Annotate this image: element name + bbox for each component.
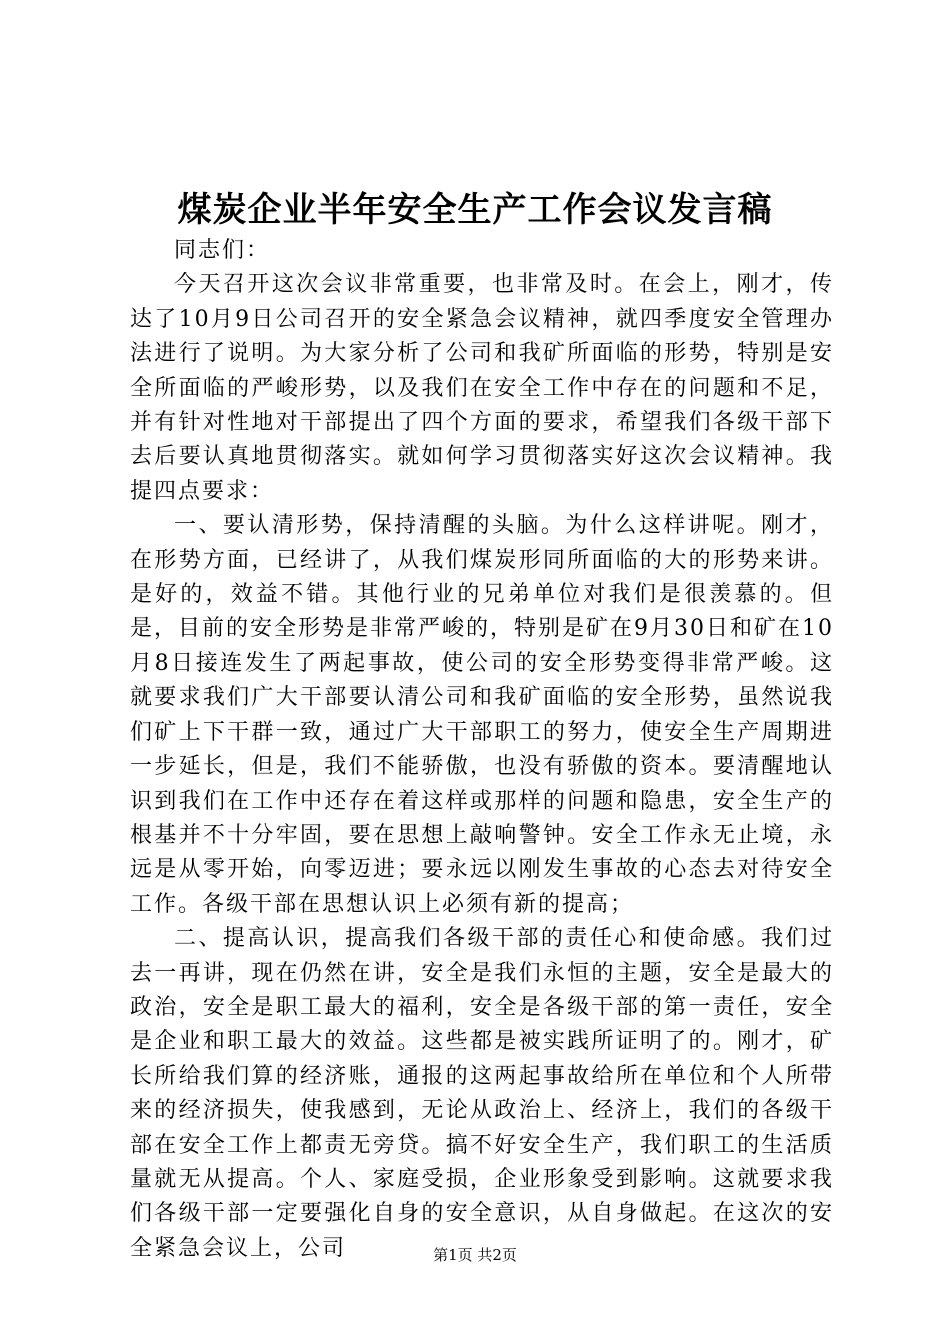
salutation-paragraph: 同志们： [174, 238, 271, 263]
document-body [130, 234, 834, 1266]
point-two-paragraph: 二、提高认识，提高我们各级干部的责任心和使命感。我们过去一再讲，现在仍然在讲，安全是我们永恒的主题，安全是最大的政治，安全是职工最大的福利，安全是各级干部的第一责任，安全是企业和职工最大的效益。这些都是被实践所证明了的。刚才，矿长所给我们算的经济账，通报的这两起事故给所在单位和个人所带来的经济损失，使我感到，无论从政治上、经济上，我们的各级干部在安全工作上都责无旁贷。搞不好安全生产，我们职工的生活质量就无从提高。个人、家庭受损，企业形象受到影响。这就要求我们各级干部一定要强化自身的安全意识，从自身做起。在这次的安全紧急会议上，公司 [130, 926, 834, 1261]
page-footer: 第1页 共2页 [433, 1246, 517, 1264]
point-one-paragraph: 一、要认清形势，保持清醒的头脑。为什么这样讲呢。刚才，在形势方面，已经讲了，从我们煤炭形同所面临的大的形势来讲。是好的，效益不错。其他行业的兄弟单位对我们是很羡慕的。但是，目前的安全形势是非常严峻的，特别是矿在9月30日和矿在10月8日接连发生了两起事故，使公司的安全形势变得非常严峻。这就要求我们广大干部要认清公司和我矿面临的安全形势，虽然说我们矿上下干群一致，通过广大干部职工的努力，使安全生产周期进一步延长，但是，我们不能骄傲，也没有骄傲的资本。要清醒地认识到我们在工作中还存在着这样或那样的问题和隐患，安全生产的根基并不十分牢固，要在思想上敲响警钟。安全工作永无止境，永远是从零开始，向零迈进；要永远以刚发生事故的心态去对待安全工作。各级干部在思想认识上必须有新的提高； [130, 513, 834, 917]
intro-paragraph: 今天召开这次会议非常重要，也非常及时。在会上，刚才，传达了10月9日公司召开的安全紧急会议精神，就四季度安全管理办法进行了说明。为大家分析了公司和我矿所面临的形势，特别是安全所面临的严峻形势，以及我们在安全工作中存在的问题和不足，并有针对性地对干部提出了四个方面的要求，希望我们各级干部下去后要认真地贯彻落实。就如何学习贯彻落实好这次会议精神。我提四点要求： [130, 272, 834, 504]
document-title: 煤炭企业半年安全生产工作会议发言稿 [177, 190, 773, 230]
